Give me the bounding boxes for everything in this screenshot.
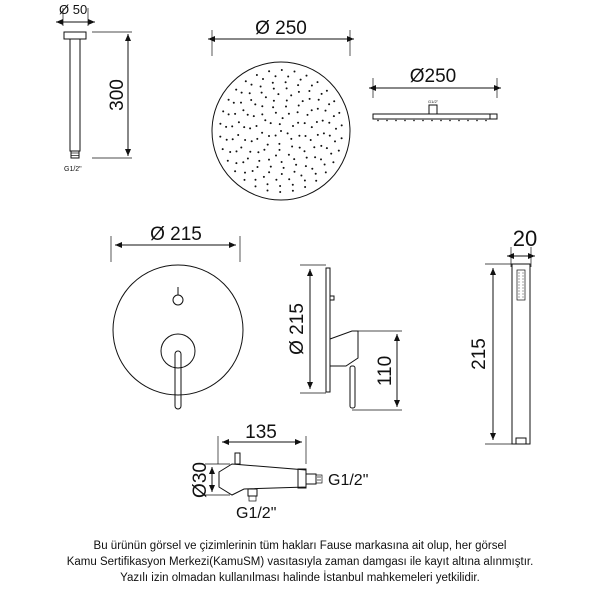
nozzle-dot	[257, 166, 259, 168]
handle-height-label: 110	[375, 355, 396, 387]
nozzle-dot	[315, 173, 317, 175]
nozzle-dot	[275, 112, 277, 114]
nozzle-dot	[306, 75, 308, 77]
nozzle-dot	[249, 92, 251, 94]
nozzle-dot	[292, 125, 294, 127]
nozzle-dot	[294, 171, 296, 173]
nozzle-dot	[252, 170, 254, 172]
nozzle-dot	[279, 191, 281, 193]
nozzle-dot	[280, 130, 282, 132]
mixer-side-plate	[326, 268, 330, 392]
side-nozzle-dot	[395, 120, 397, 122]
side-nozzle-dot	[458, 120, 460, 122]
hand-nozzle-dot	[523, 291, 524, 292]
nozzle-dot	[288, 154, 290, 156]
nozzle-dot	[263, 149, 265, 151]
hand-nozzle-dot	[519, 276, 520, 277]
nozzle-dot	[282, 117, 284, 119]
hand-nozzle-dot	[523, 288, 524, 289]
nozzle-dot	[298, 91, 300, 93]
hand-nozzle-dot	[523, 297, 524, 298]
nozzle-dot	[310, 139, 312, 141]
nozzle-dot	[334, 140, 336, 142]
hand-shower-body	[512, 264, 530, 444]
nozzle-dot	[244, 139, 246, 141]
nozzle-dot	[297, 122, 299, 124]
inlet-thread-label: G1/2"	[236, 505, 277, 522]
nozzle-dot	[256, 125, 258, 127]
nozzle-dot	[302, 100, 304, 102]
nozzle-dot	[311, 168, 313, 170]
mixer-plate-outline	[113, 265, 243, 395]
side-nozzle-dot	[422, 120, 424, 122]
nozzle-dot	[307, 114, 309, 116]
nozzle-dot	[297, 111, 299, 113]
mixer-side-diameter-label: Ø 215	[287, 303, 308, 355]
nozzle-dot	[275, 179, 277, 181]
nozzle-dot	[261, 132, 263, 134]
nozzle-dot	[278, 143, 280, 145]
outlet-diameter-label: Ø30	[190, 462, 211, 498]
nozzle-dot	[316, 121, 318, 123]
nozzle-dot	[304, 186, 306, 188]
nozzle-dot	[255, 185, 257, 187]
hand-nozzle-dot	[519, 297, 520, 298]
copyright-line-3: Yazılı izin olmadan kullanılması halinde İstanbul mahkemeleri yetkilidir.	[120, 572, 480, 584]
nozzle-dot	[261, 105, 263, 107]
nozzle-dot	[306, 157, 308, 159]
side-nozzle-dot	[449, 120, 451, 122]
nozzle-dot	[244, 172, 246, 174]
nozzle-dot	[244, 179, 246, 181]
side-nozzle-dot	[377, 120, 379, 122]
shower-head-side-drawing	[369, 66, 501, 121]
nozzle-dot	[243, 126, 245, 128]
nozzle-dot	[304, 122, 306, 124]
nozzle-dot	[300, 79, 302, 81]
nozzle-dot	[256, 138, 258, 140]
nozzle-dot	[285, 106, 287, 108]
mixer-side-lever	[350, 366, 355, 408]
nozzle-dot	[268, 135, 270, 137]
hand-shower-connector	[516, 438, 526, 444]
nozzle-dot	[333, 100, 335, 102]
nozzle-dot	[318, 99, 320, 101]
nozzle-dot	[335, 128, 337, 130]
nozzle-dot	[277, 93, 279, 95]
hand-nozzle-dot	[519, 285, 520, 286]
nozzle-dot	[231, 125, 233, 127]
nozzle-dot	[329, 135, 331, 137]
nozzle-dot	[279, 149, 281, 151]
nozzle-dot	[292, 184, 294, 186]
nozzle-dot	[328, 103, 330, 105]
nozzle-dot	[300, 175, 302, 177]
nozzle-dot	[267, 183, 269, 185]
nozzle-dot	[338, 112, 340, 114]
mixer-side-diverter	[330, 296, 334, 300]
head-side-thread-label: G1/2"	[428, 99, 439, 104]
outlet-thread	[316, 475, 322, 483]
nozzle-dot	[338, 150, 340, 152]
hand-nozzle-dot	[519, 282, 520, 283]
nozzle-dot	[242, 109, 244, 111]
nozzle-dot	[249, 127, 251, 129]
mixer-side-drawing	[287, 265, 402, 410]
nozzle-dot	[260, 86, 262, 88]
hand-nozzle-dot	[523, 273, 524, 274]
nozzle-dot	[268, 171, 270, 173]
nozzle-dot	[285, 81, 287, 83]
hand-length-label: 215	[469, 338, 490, 370]
nozzle-dot	[304, 150, 306, 152]
arm-ceiling-flange	[64, 32, 86, 39]
nozzle-dot	[341, 124, 343, 126]
hand-nozzle-dot	[519, 279, 520, 280]
nozzle-dot	[253, 115, 255, 117]
nozzle-dot	[314, 156, 316, 158]
side-nozzle-dot	[467, 120, 469, 122]
hand-nozzle-dot	[519, 291, 520, 292]
arm-tube	[70, 39, 80, 151]
head-side-diameter-label: Ø250	[409, 66, 457, 87]
inlet-connector	[248, 489, 257, 496]
nozzle-dot	[275, 135, 277, 137]
nozzle-dot	[299, 147, 301, 149]
nozzle-dot	[235, 89, 237, 91]
side-nozzle-dot	[485, 120, 487, 122]
nozzle-dot	[238, 121, 240, 123]
nozzle-dot	[290, 138, 292, 140]
side-nozzle-dot	[476, 120, 478, 122]
nozzle-dot	[268, 159, 270, 161]
outlet-connector	[306, 474, 316, 484]
nozzle-dot	[256, 74, 258, 76]
nozzle-dot	[320, 158, 322, 160]
hand-nozzle-dot	[519, 294, 520, 295]
nozzle-dot	[309, 98, 311, 100]
nozzle-dot	[328, 122, 330, 124]
nozzle-dot	[317, 108, 319, 110]
copyright-line-1: Bu ürünün görsel ve çizimlerinin tüm hakları Fause markasına ait olup, her görsel	[93, 540, 507, 552]
hand-nozzle-dot	[523, 276, 524, 277]
nozzle-dot	[326, 147, 328, 149]
nozzle-dot	[283, 167, 285, 169]
nozzle-dot	[229, 151, 231, 153]
nozzle-dot	[305, 165, 307, 167]
nozzle-dot	[254, 103, 256, 105]
nozzle-dot	[281, 173, 283, 175]
nozzle-dot	[325, 110, 327, 112]
nozzle-dot	[305, 135, 307, 137]
mixer-side-handle-body	[330, 331, 358, 366]
nozzle-dot	[265, 96, 267, 98]
nozzle-dot	[323, 132, 325, 134]
nozzle-dot	[228, 113, 230, 115]
hand-nozzle-dot	[523, 285, 524, 286]
nozzle-dot	[291, 146, 293, 148]
nozzle-dot	[219, 136, 221, 138]
side-nozzle-dot	[404, 120, 406, 122]
nozzle-dot	[222, 148, 224, 150]
nozzle-dot	[257, 151, 259, 153]
nozzle-dot	[263, 176, 265, 178]
nozzle-dot	[317, 134, 319, 136]
nozzle-dot	[317, 81, 319, 83]
nozzle-dot	[290, 94, 292, 96]
nozzle-dot	[311, 126, 313, 128]
diverter-knob	[173, 295, 183, 305]
side-nozzle-dot	[386, 120, 388, 122]
shower-arm-drawing	[56, 2, 132, 173]
nozzle-dot	[281, 161, 283, 163]
arm-diameter-label: Ø 50	[59, 2, 88, 17]
nozzle-dot	[264, 119, 266, 121]
nozzle-dot	[272, 82, 274, 84]
nozzle-dot	[247, 158, 249, 160]
side-nozzle-dot	[440, 120, 442, 122]
nozzle-dot	[311, 85, 313, 87]
nozzle-dot	[298, 135, 300, 137]
arm-length-label: 300	[107, 79, 128, 111]
side-nozzle-dot	[413, 120, 415, 122]
nozzle-dot	[315, 180, 317, 182]
shower-head-front-drawing	[208, 18, 354, 200]
nozzle-dot	[234, 170, 236, 172]
hand-nozzle-dot	[523, 294, 524, 295]
wall-outlet-drawing	[190, 422, 368, 522]
nozzle-dot	[235, 162, 237, 164]
nozzle-dot	[270, 166, 272, 168]
nozzle-dot	[245, 80, 247, 82]
nozzle-dot	[240, 147, 242, 149]
inlet-thread	[249, 496, 256, 501]
nozzle-dot	[249, 151, 251, 153]
nozzle-dot	[275, 155, 277, 157]
nozzle-dot	[225, 126, 227, 128]
nozzle-dot	[241, 92, 243, 94]
nozzle-dot	[288, 113, 290, 115]
nozzle-dot	[270, 122, 272, 124]
nozzle-dot	[325, 171, 327, 173]
nozzle-dot	[236, 150, 238, 152]
hand-nozzle-dot	[519, 288, 520, 289]
nozzle-dot	[222, 110, 224, 112]
nozzle-dot	[228, 99, 230, 101]
nozzle-dot	[242, 161, 244, 163]
nozzle-dot	[293, 158, 295, 160]
outlet-body	[219, 464, 306, 495]
copyright-line-2: Kamu Sertifikasyon Merkezi(KamuSM) vasıtasıyla zaman damgası ile kayıt altına alınmıştır.	[66, 556, 534, 568]
nozzle-dot	[333, 115, 335, 117]
nozzle-dot	[267, 144, 269, 146]
nozzle-dot	[255, 179, 257, 181]
nozzle-dot	[297, 84, 299, 86]
nozzle-dot	[281, 69, 283, 71]
nozzle-dot	[311, 109, 313, 111]
nozzle-dot	[247, 114, 249, 116]
nozzle-dot	[294, 71, 296, 73]
head-side-nozzles	[377, 120, 487, 122]
nozzle-dot	[330, 153, 332, 155]
nozzle-dot	[279, 123, 281, 125]
nozzle-dot	[272, 106, 274, 108]
nozzle-dot	[324, 164, 326, 166]
shower-head-nozzles	[219, 69, 342, 193]
nozzle-dot	[227, 160, 229, 162]
outlet-thread-label: G1/2"	[328, 472, 369, 489]
nozzle-dot	[298, 105, 300, 107]
nozzle-dot	[287, 132, 289, 134]
outlet-flange	[298, 469, 306, 488]
hand-shower-drawing	[469, 226, 537, 444]
nozzle-dot	[304, 180, 306, 182]
nozzle-dot	[322, 120, 324, 122]
nozzle-dot	[219, 123, 221, 125]
nozzle-dot	[326, 90, 328, 92]
nozzle-dot	[295, 164, 297, 166]
nozzle-dot	[258, 160, 260, 162]
side-nozzle-dot	[431, 120, 433, 122]
arm-thread	[71, 151, 79, 158]
nozzle-dot	[233, 102, 235, 104]
nozzle-dot	[286, 87, 288, 89]
hand-nozzle-dot	[519, 273, 520, 274]
hand-shower-spray-face	[517, 270, 525, 300]
copyright-notice	[0, 538, 600, 586]
head-side-plate	[373, 114, 497, 119]
nozzle-dot	[261, 92, 263, 94]
arm-thread-label: G1/2"	[64, 166, 82, 173]
nozzle-dot	[232, 138, 234, 140]
nozzle-dot	[273, 100, 275, 102]
nozzle-dot	[234, 113, 236, 115]
nozzle-dot	[251, 140, 253, 142]
nozzle-dot	[279, 185, 281, 187]
hand-nozzle-dot	[523, 282, 524, 283]
nozzle-dot	[313, 146, 315, 148]
head-diameter-label: Ø 250	[255, 18, 307, 39]
nozzle-dot	[321, 93, 323, 95]
outlet-top-knob	[235, 453, 240, 464]
nozzle-dot	[226, 139, 228, 141]
hand-nozzle-dot	[523, 279, 524, 280]
mixer-front-drawing	[111, 224, 243, 409]
nozzle-dot	[287, 76, 289, 78]
nozzle-dot	[273, 88, 275, 90]
nozzle-dot	[275, 75, 277, 77]
nozzle-dot	[341, 137, 343, 139]
hand-width-label: 20	[512, 226, 538, 251]
head-side-connector	[429, 105, 437, 114]
hand-shower-nozzles	[519, 273, 524, 298]
nozzle-dot	[308, 90, 310, 92]
nozzle-dot	[286, 100, 288, 102]
nozzle-dot	[288, 178, 290, 180]
mixer-lever	[175, 351, 181, 409]
nozzle-dot	[261, 113, 263, 115]
nozzle-dot	[320, 145, 322, 147]
nozzle-dot	[250, 99, 252, 101]
nozzle-dot	[240, 102, 242, 104]
nozzle-dot	[292, 190, 294, 192]
mixer-diameter-label: Ø 215	[150, 224, 202, 245]
nozzle-dot	[237, 134, 239, 136]
nozzle-dot	[332, 161, 334, 163]
nozzle-dot	[262, 78, 264, 80]
nozzle-dot	[251, 84, 253, 86]
outlet-length-label: 135	[245, 422, 277, 443]
head-side-edge-cap	[490, 114, 497, 119]
nozzle-dot	[268, 70, 270, 72]
nozzle-dot	[267, 190, 269, 192]
